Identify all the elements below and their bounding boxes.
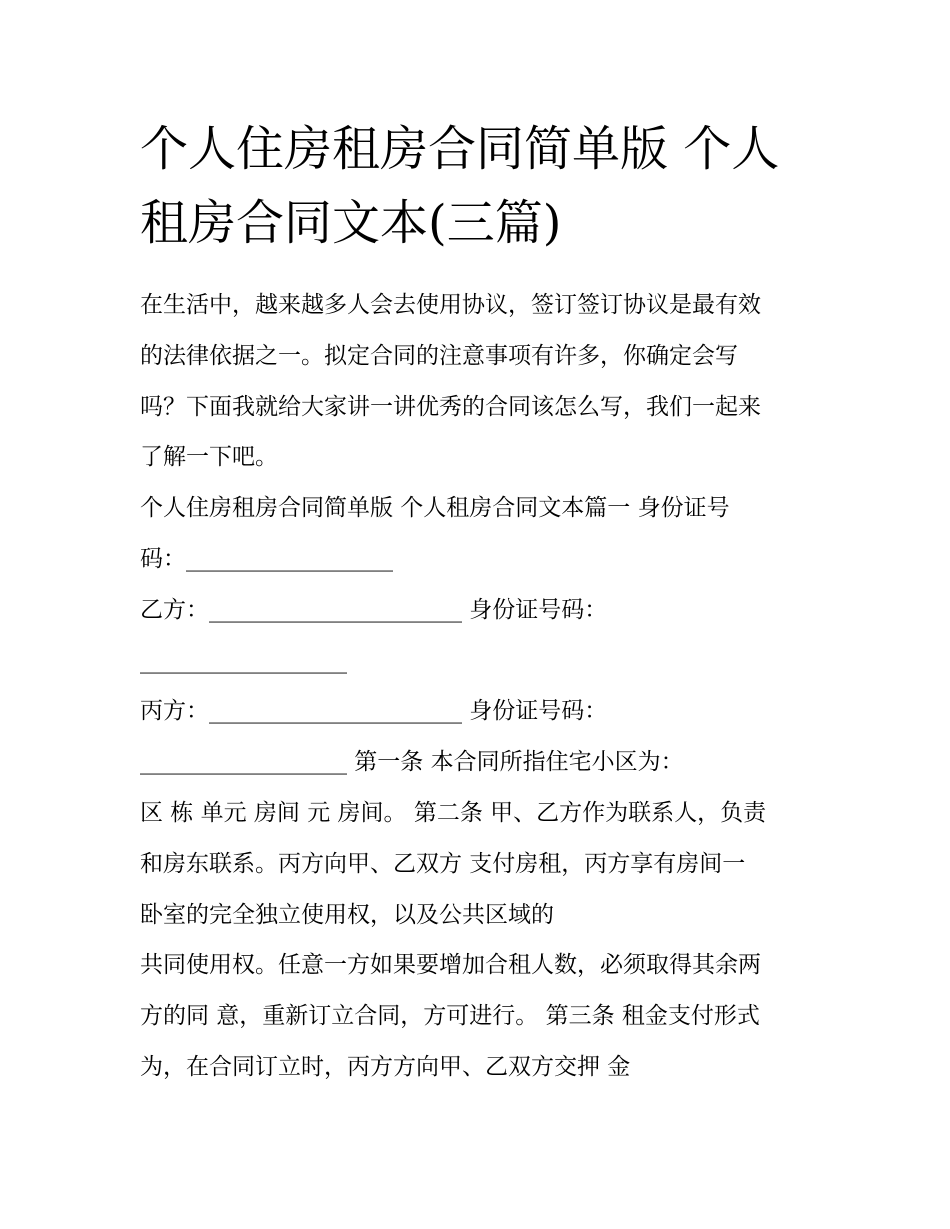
body-line: 区 栋 单元 房间 元 房间。 第二条 甲、乙方作为联系人，负责 bbox=[140, 799, 767, 826]
body-line: 了解一下吧。 bbox=[140, 444, 278, 471]
body-line: 的法律依据之一。拟定合同的注意事项有许多，你确定会写 bbox=[140, 342, 738, 369]
body-line: __________________ 第一条 本合同所指住宅小区为： bbox=[140, 749, 684, 776]
body-line: 码：__________________ bbox=[140, 545, 393, 572]
title-line: 租房合同文本(三篇) bbox=[140, 195, 562, 251]
body-line: 吗？下面我就给大家讲一讲优秀的合同该怎么写，我们一起来 bbox=[140, 393, 761, 420]
body-line: 个人住房租房合同简单版 个人租房合同文本篇一 身份证号 bbox=[140, 495, 730, 522]
body-line: 丙方：______________________ 身份证号码： bbox=[140, 698, 608, 725]
body-line: 乙方：______________________ 身份证号码： bbox=[140, 596, 608, 623]
document-title bbox=[140, 112, 840, 260]
body-line: 在生活中，越来越多人会去使用协议，签订签订协议是最有效 bbox=[140, 292, 761, 318]
document-body bbox=[140, 280, 840, 1093]
body-line: 卧室的完全独立使用权，以及公共区域的 bbox=[140, 901, 554, 928]
body-line: __________________ bbox=[140, 647, 347, 674]
title-line: 个人住房租房合同简单版 个人 bbox=[140, 121, 780, 177]
body-line: 为，在合同订立时，丙方方向甲、乙双方交押 金 bbox=[140, 1053, 631, 1080]
body-line: 共同使用权。任意一方如果要增加合租人数，必须取得其余两 bbox=[140, 952, 761, 979]
body-line: 和房东联系。丙方向甲、乙双方 支付房租，丙方享有房间一 bbox=[140, 850, 746, 877]
body-line: 方的同 意，重新订立合同，方可进行。 第三条 租金支付形式 bbox=[140, 1003, 760, 1030]
